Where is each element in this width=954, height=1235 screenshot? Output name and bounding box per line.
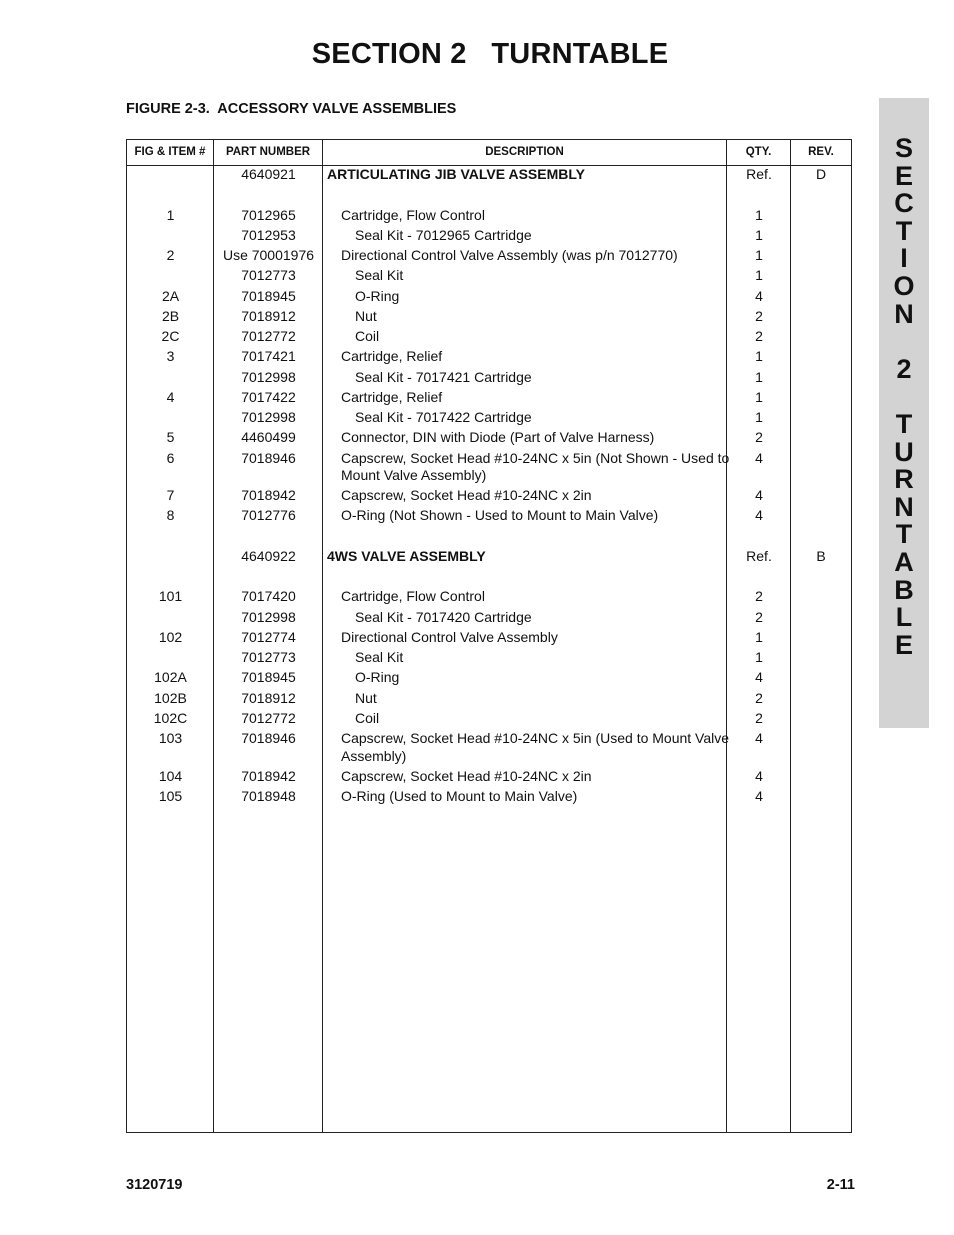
cell-fig-item: 6 [166,449,175,466]
table-spacer-row [127,186,851,206]
header-revision: REV. [808,146,834,158]
cell-part-number: Use 70001976 [222,247,315,263]
cell-part-number: 7012774 [241,628,296,645]
cell-quantity: 1 [755,388,763,405]
cell-part-number: 7012772 [241,328,296,344]
cell-description: Seal Kit - 7012965 Cartridge [355,226,532,243]
cell-description: Directional Control Valve Assembly (was p/n 7012770) [341,247,678,263]
cell-quantity: 1 [755,267,763,284]
cell-quantity: 4 [755,669,763,686]
cell-description: Capscrew, Socket Head #10-24NC x 5in (Not Shown - Used to Mount Valve Assembly) [341,449,730,483]
side-tab-letter: S [894,133,913,163]
figure-title: FIGURE 2-3. ACCESSORY VALVE ASSEMBLIES [126,101,457,117]
cell-part-number: 4640922 [241,547,296,564]
table-row [127,348,851,368]
side-tab-letter: T [895,408,913,439]
table-row [127,369,851,389]
cell-description: Coil [355,709,380,726]
side-tab-letter: B [894,574,914,605]
side-tab-letters [879,135,929,659]
side-tab-letter: N [894,298,914,329]
cell-part-number: 7018945 [241,669,296,686]
table-row [127,288,851,308]
cell-description: O-Ring [355,669,400,686]
cell-fig-item: 102 [158,628,183,645]
table-body [127,166,851,808]
cell-part-number: 7017422 [241,388,296,405]
cell-quantity: 4 [755,787,763,804]
cell-fig-item: 102B [154,689,187,706]
cell-fig-item: 4 [166,388,175,405]
side-tab-letter: E [894,629,913,660]
cell-part-number: 7012998 [241,409,296,425]
table-row [127,267,851,287]
table-row [127,768,851,788]
cell-quantity: 4 [755,730,763,746]
cell-description: Directional Control Valve Assembly [341,628,558,645]
side-tab-letter: 2 [896,353,912,384]
cell-fig-item: 5 [166,429,175,446]
cell-quantity: 1 [755,247,763,263]
cell-description: O-Ring [355,287,400,304]
cell-part-number: 7012998 [241,368,296,385]
side-tab-letter: C [894,188,914,219]
cell-description: Seal Kit - 7017420 Cartridge [355,608,532,625]
table-row [127,588,851,608]
table-row [127,609,851,629]
cell-quantity: 2 [755,608,763,625]
cell-quantity: 4 [755,487,763,503]
cell-quantity: 1 [755,348,763,365]
cell-description: Seal Kit - 7017421 Cartridge [355,368,532,385]
cell-description: Capscrew, Socket Head #10-24NC x 2in [341,767,592,784]
cell-part-number: 7017421 [241,348,296,365]
cell-quantity: 2 [755,689,763,706]
cell-fig-item: 2 [166,247,175,263]
side-tab-letter: O [893,270,915,301]
cell-part-number: 7018942 [241,767,296,784]
table-row [127,649,851,669]
cell-part-number: 7018946 [241,730,296,746]
side-tab-letter: A [894,546,914,577]
cell-quantity: 2 [755,709,763,726]
table-row [127,690,851,710]
cell-quantity: 2 [755,307,763,324]
table-row [127,409,851,429]
section-title: SECTION 2 TURNTABLE [311,38,669,70]
cell-fig-item: 2B [161,307,180,324]
cell-description: Capscrew, Socket Head #10-24NC x 2in [341,487,592,503]
cell-fig-item: 2A [161,287,180,304]
side-tab-letter: R [894,464,914,495]
cell-part-number: 7012773 [241,649,296,665]
cell-fig-item: 101 [158,588,183,605]
cell-part-number: 7012776 [241,507,296,524]
table-spacer-row [127,568,851,588]
header-quantity: QTY. [745,146,772,158]
table-row [127,669,851,689]
cell-description: Seal Kit - 7017422 Cartridge [355,409,532,425]
cell-part-number: 7012773 [241,267,296,284]
cell-description: Cartridge, Flow Control [341,588,485,605]
cell-part-number: 7012772 [241,709,296,726]
cell-quantity: 4 [755,449,763,466]
table-row [127,450,851,488]
cell-description: Cartridge, Flow Control [341,206,485,223]
cell-fig-item: 103 [158,730,183,746]
cell-part-number: 7012953 [241,226,296,243]
cell-quantity: 1 [755,226,763,243]
cell-part-number: 7018946 [241,449,296,466]
cell-part-number: 7018942 [241,487,296,503]
table-row [127,730,851,768]
cell-quantity: 1 [755,409,763,425]
table-row [127,207,851,227]
cell-part-number: 7012998 [241,608,296,625]
table-spacer-row [127,528,851,548]
table-row [127,548,851,568]
header-part-number: PART NUMBER [225,146,311,158]
cell-quantity: Ref. [746,166,772,182]
cell-fig-item: 105 [158,787,183,804]
cell-fig-item: 102C [153,709,188,726]
cell-quantity: 2 [755,328,763,344]
cell-part-number: 7018945 [241,287,296,304]
table-row [127,247,851,267]
table-row [127,227,851,247]
table-row [127,710,851,730]
cell-description: ARTICULATING JIB VALVE ASSEMBLY [327,166,585,182]
table-row [127,308,851,328]
cell-part-number: 7018912 [241,689,296,706]
cell-quantity: 4 [755,287,763,304]
document-number: 3120719 [126,1177,183,1193]
side-tab-letter: L [895,602,913,633]
header-fig-item: FIG & ITEM # [134,146,206,158]
cell-fig-item: 7 [166,487,175,503]
cell-quantity: 4 [755,767,763,784]
side-tab-letter: I [900,243,908,274]
side-tab-letter: E [894,160,913,191]
side-tab-letter: U [894,436,914,467]
cell-quantity: 1 [755,206,763,223]
cell-fig-item: 3 [166,348,175,365]
cell-description: Capscrew, Socket Head #10-24NC x 5in (Used to Mount Valve Assembly) [341,730,730,764]
parts-table [126,139,852,1133]
cell-fig-item: 102A [154,669,187,686]
cell-description: Nut [355,307,377,324]
table-row [127,487,851,507]
cell-description: O-Ring (Used to Mount to Main Valve) [341,787,578,804]
cell-description: Coil [355,328,380,344]
cell-quantity: 4 [755,507,763,524]
table-row [127,788,851,808]
side-tab-letter: T [895,519,913,550]
cell-description: Seal Kit [355,267,404,284]
side-tab-letter: N [894,491,914,522]
cell-part-number: 7018948 [241,787,296,804]
cell-quantity: 2 [755,429,763,446]
side-tab-letter: T [895,215,913,246]
table-row [127,389,851,409]
cell-quantity: 1 [755,649,763,665]
table-row [127,429,851,449]
cell-quantity: 1 [755,368,763,385]
cell-fig-item: 104 [158,767,183,784]
cell-revision: B [816,547,826,564]
cell-description: Cartridge, Relief [341,388,443,405]
cell-description: Cartridge, Relief [341,348,443,365]
cell-part-number: 4460499 [241,429,296,446]
cell-fig-item: 1 [166,206,175,223]
header-description: DESCRIPTION [485,146,564,158]
table-row [127,328,851,348]
page-number: 2-11 [826,1177,855,1193]
cell-part-number: 7018912 [241,307,296,324]
section-side-tab [879,98,929,728]
cell-description: 4WS VALVE ASSEMBLY [327,547,486,564]
cell-quantity: 1 [755,628,763,645]
cell-quantity: 2 [755,588,763,605]
table-row [127,629,851,649]
table-row [127,507,851,527]
cell-description: Seal Kit [355,649,404,665]
cell-part-number: 4640921 [241,166,296,182]
cell-description: Nut [355,689,377,706]
cell-part-number: 7017420 [241,588,296,605]
cell-fig-item: 2C [161,328,180,344]
cell-fig-item: 8 [166,507,175,524]
table-row [127,166,851,186]
cell-description: O-Ring (Not Shown - Used to Mount to Main Valve) [341,507,659,524]
cell-revision: D [815,166,827,182]
cell-description: Connector, DIN with Diode (Part of Valve Harness) [341,429,655,446]
cell-quantity: Ref. [746,547,772,564]
cell-part-number: 7012965 [241,206,296,223]
